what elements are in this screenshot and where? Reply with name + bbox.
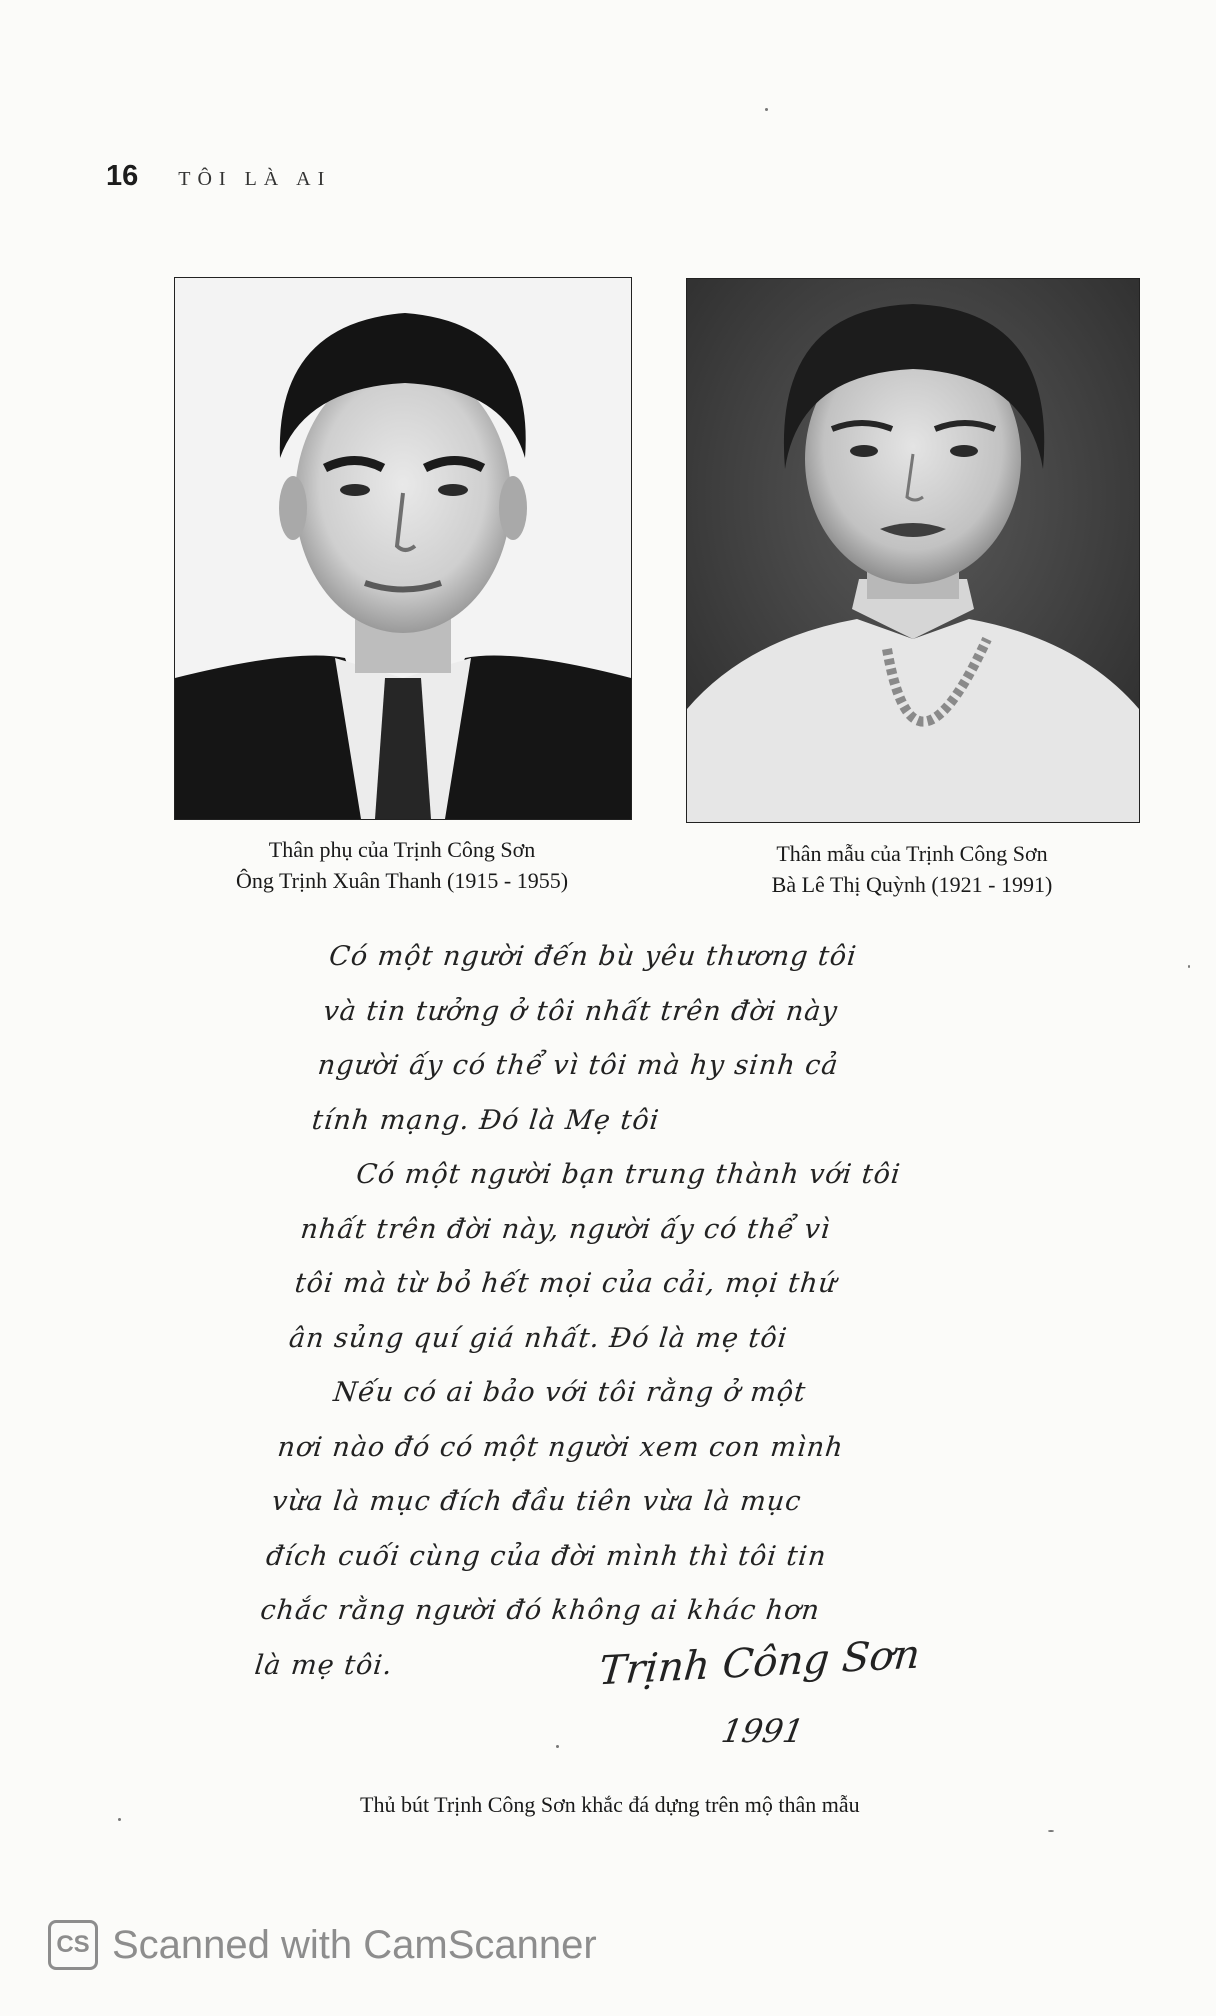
mother-caption-line2: Bà Lê Thị Quỳnh (1921 - 1991) [771,872,1053,897]
handwriting-line: nhất trên đời này, người ấy có thể vì [299,1213,833,1245]
father-photo-caption [174,834,630,896]
handwriting-line: ân sủng quí giá nhất. Đó là mẹ tôi [287,1322,790,1354]
mother-photo-caption [686,838,1138,900]
handwriting-line: chắc rằng người đó không ai khác hơn [258,1595,822,1626]
camscanner-watermark [48,1920,597,1970]
scan-speck [765,108,768,111]
father-caption-line1: Thân phụ của Trịnh Công Sơn [268,837,536,862]
scan-speck [556,1745,559,1748]
handwriting-line: đích cuối cùng của đời mình thì tôi tin [264,1540,829,1572]
mother-portrait-photo [686,278,1140,823]
handwriting-line: vừa là mục đích đầu tiên vừa là mục [270,1486,804,1517]
scan-speck [1048,1830,1054,1832]
father-caption-line2: Ông Trịnh Xuân Thanh (1915 - 1955) [235,868,569,893]
scan-speck [118,1818,121,1821]
mother-caption-line1: Thân mẫu của Trịnh Công Sơn [776,841,1048,866]
handwriting-line: người ấy có thể vì tôi mà hy sinh cả [316,1050,841,1081]
signature-year: 1991 [718,1712,807,1750]
signature: Trịnh Công Sơn [597,1631,922,1695]
running-title: TÔI LÀ AI [178,168,332,190]
handwriting-line: tôi mà từ bỏ hết mọi của cải, mọi thứ [293,1268,839,1299]
handwriting-line: tính mạng. Đó là Mẹ tôi [310,1104,662,1136]
handwriting-line: là mẹ tôi. [253,1649,395,1681]
handwriting-line: và tin tưởng ở tôi nhất trên đời này [321,995,840,1027]
father-portrait-photo [174,277,632,820]
handwriting-line: Nếu có ai bảo với tôi rằng ở một [331,1377,808,1408]
handwriting-line: nơi nào đó có một người xem con mình [276,1431,846,1463]
handwriting-caption: Thủ bút Trịnh Công Sơn khắc đá dựng trên mộ thân mẫu [360,1792,860,1817]
scan-speck [1188,965,1190,968]
watermark-text: Scanned with CamScanner [112,1922,597,1967]
handwriting-line: Có một người đến bù yêu thương tôi [327,941,859,972]
camscanner-logo-icon: CS [48,1920,98,1970]
handwriting-line: Có một người bạn trung thành với tôi [354,1159,903,1190]
handwritten-letter [252,930,1092,1693]
page-number: 16 [106,160,139,192]
page-header [106,160,331,193]
